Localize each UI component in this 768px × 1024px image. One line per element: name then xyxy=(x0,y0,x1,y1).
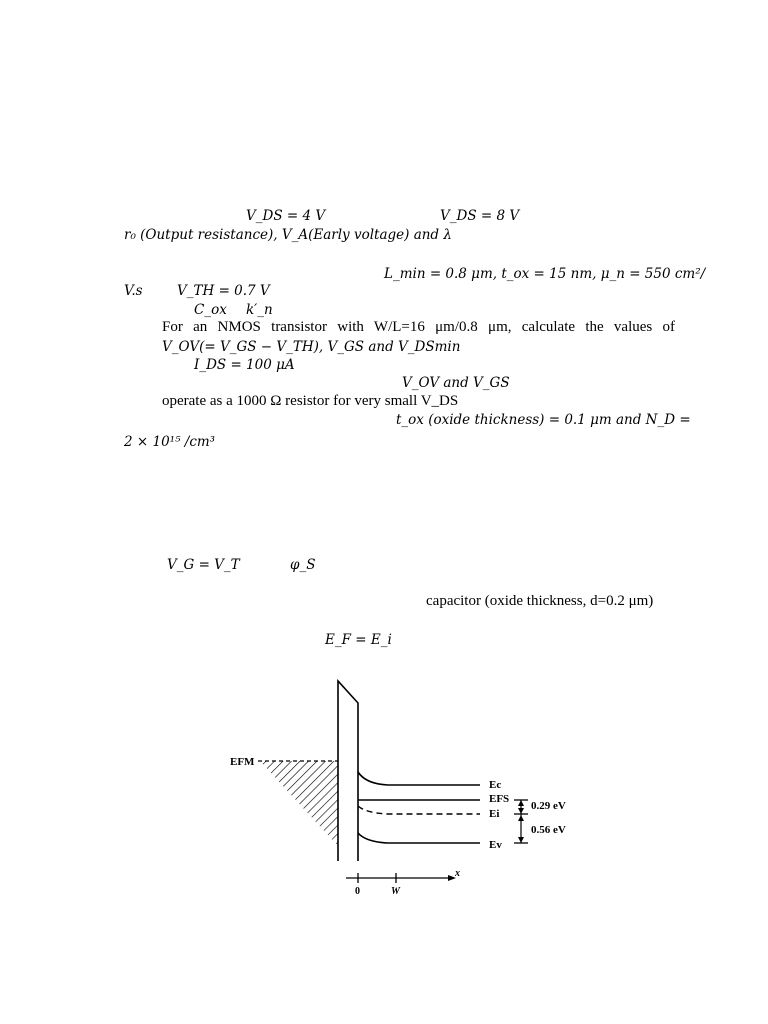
ei-level xyxy=(358,806,480,814)
x-axis-label: x xyxy=(455,868,460,879)
w-label: W xyxy=(391,886,400,897)
efs-label: EFS xyxy=(489,793,510,805)
vs-unit: V.s xyxy=(124,283,143,299)
tox-nd-line: t_ox (oxide thickness) = 0.1 μm and N_D = xyxy=(396,412,691,428)
vov-line: V_OV(= V_GS − V_TH), V_GS and V_DSmin xyxy=(162,339,461,355)
lmin-params-line: L_min = 0.8 μm, t_ox = 15 nm, μ_n = 550 cm²/ xyxy=(384,266,706,282)
gap2-label: 0.56 eV xyxy=(531,824,566,836)
vth-value: V_TH = 0.7 V xyxy=(177,283,270,299)
resistor-line: operate as a 1000 Ω resistor for very small V_DS xyxy=(162,393,459,409)
ev-label: Ev xyxy=(489,839,502,851)
origin-label: 0 xyxy=(355,886,360,897)
kn-symbol: k′_n xyxy=(246,302,273,318)
ids-value: I_DS = 100 μA xyxy=(194,357,295,373)
phi-s-symbol: φ_S xyxy=(290,557,316,573)
nmos-question-line: For an NMOS transistor with W/L=16 μm/0.8 μm, calculate the values of xyxy=(162,319,675,335)
ef-ei-label: E_F = E_i xyxy=(325,632,392,648)
ec-band xyxy=(358,772,480,785)
output-resistance-line: r₀ (Output resistance), V_A(Early voltage) and λ xyxy=(124,227,452,243)
vds-8-label: V_DS = 8 V xyxy=(440,208,520,224)
vds-4-label: V_DS = 4 V xyxy=(246,208,326,224)
capacitor-line: capacitor (oxide thickness, d=0.2 μm) xyxy=(426,593,654,609)
metal-region xyxy=(260,761,338,846)
vov-vgs-label: V_OV and V_GS xyxy=(402,375,510,391)
efm-label: EFM xyxy=(230,756,255,768)
oxide-barrier xyxy=(338,681,358,861)
ei-label: Ei xyxy=(489,808,500,820)
gap1-label: 0.29 eV xyxy=(531,800,566,812)
ec-label: Ec xyxy=(489,779,502,791)
ev-band xyxy=(358,833,480,843)
cox-symbol: C_ox xyxy=(194,302,227,318)
vg-vt-label: V_G = V_T xyxy=(167,557,240,573)
concentration-line: 2 × 10¹⁵ /cm³ xyxy=(124,434,216,450)
